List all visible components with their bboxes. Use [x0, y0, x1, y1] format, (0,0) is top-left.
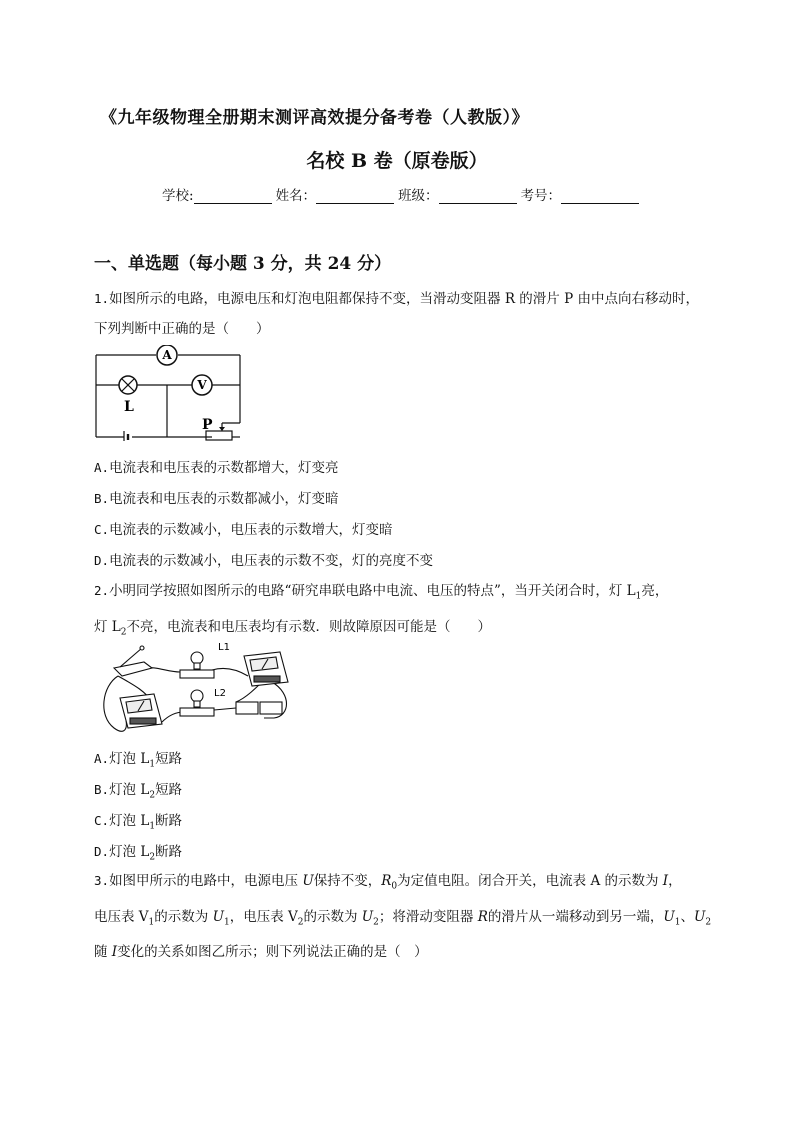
- school-blank[interactable]: [194, 189, 272, 204]
- q1-option-b[interactable]: B.电流表和电压表的示数都减小，灯变暗: [94, 491, 339, 507]
- question-3: 3.如图甲所示的电路中，电源电压 U保持不变，$R_0$为定值电阻。闭合开关，电流表 A 的示数为 I， 电压表 $V_1$的示数为 $U_1$，电压表 $V_2$的示数为 $U_2$；将滑动变阻器 R的滑片从一端移动到另一端，$U_1$、$U_2$ 随 I变化的关系如图乙所示；则下列说法正确的是（ ）: [94, 873, 712, 961]
- name-blank[interactable]: [316, 189, 394, 204]
- question-1-line1: 如图所示的电路，电源电压和灯泡电阻都保持不变，当滑动变阻器 R 的滑片 P 由中点向右移动时，: [109, 291, 699, 307]
- question-1: [94, 284, 714, 344]
- slider-label: P: [202, 417, 213, 433]
- ammeter-label: A: [162, 348, 172, 362]
- class-blank[interactable]: [439, 189, 517, 204]
- paper-title: 名校 B 卷（原卷版）: [306, 150, 488, 172]
- q1-option-c[interactable]: C.电流表的示数减小，电压表的示数增大，灯变暗: [94, 522, 393, 538]
- section-heading: 一、单选题（每小题 3 分，共 24 分）: [94, 254, 392, 274]
- name-label: 姓名：: [275, 188, 317, 204]
- q1-option-a[interactable]: A.电流表和电压表的示数都增大，灯变亮: [94, 460, 339, 476]
- class-label: 班级：: [398, 188, 439, 204]
- q1-circuit-diagram: [94, 345, 246, 441]
- student-info-line: [162, 184, 643, 204]
- exam-no-label: 考号：: [520, 188, 562, 204]
- question-1-line2: 下列判断中正确的是（ ）: [94, 321, 270, 337]
- q2-option-d[interactable]: D.灯泡 $L_2$断路: [94, 844, 183, 863]
- q2-option-c[interactable]: C.灯泡 $L_1$断路: [94, 813, 183, 832]
- book-title: 《九年级物理全册期末测评高效提分备考卷（人教版）》: [100, 108, 529, 128]
- voltmeter-label: V: [197, 378, 207, 392]
- lamp-l2-label: L2: [214, 688, 226, 699]
- q2-option-b[interactable]: B.灯泡 $L_2$短路: [94, 782, 183, 801]
- q1-option-d[interactable]: D.电流表的示数减小，电压表的示数不变，灯的亮度不变: [94, 553, 434, 569]
- question-2: 2.小明同学按照如图所示的电路“研究串联电路中电流、电压的特点”，当开关闭合时，灯 $L_1$亮， 灯 $L_2$不亮，电流表和电压表均有示数．则故障原因可能是（ ）: [94, 583, 669, 638]
- school-label: 学校:: [162, 188, 194, 204]
- question-number: 3.: [94, 873, 110, 888]
- question-number: 2.: [94, 583, 110, 598]
- lamp-label: L: [124, 399, 134, 415]
- exam-no-blank[interactable]: [561, 189, 639, 204]
- lamp-l1-label: L1: [218, 642, 230, 653]
- q2-apparatus-figure: [96, 636, 296, 738]
- q2-option-a[interactable]: A.灯泡 $L_1$短路: [94, 751, 183, 770]
- question-number: 1.: [94, 291, 110, 306]
